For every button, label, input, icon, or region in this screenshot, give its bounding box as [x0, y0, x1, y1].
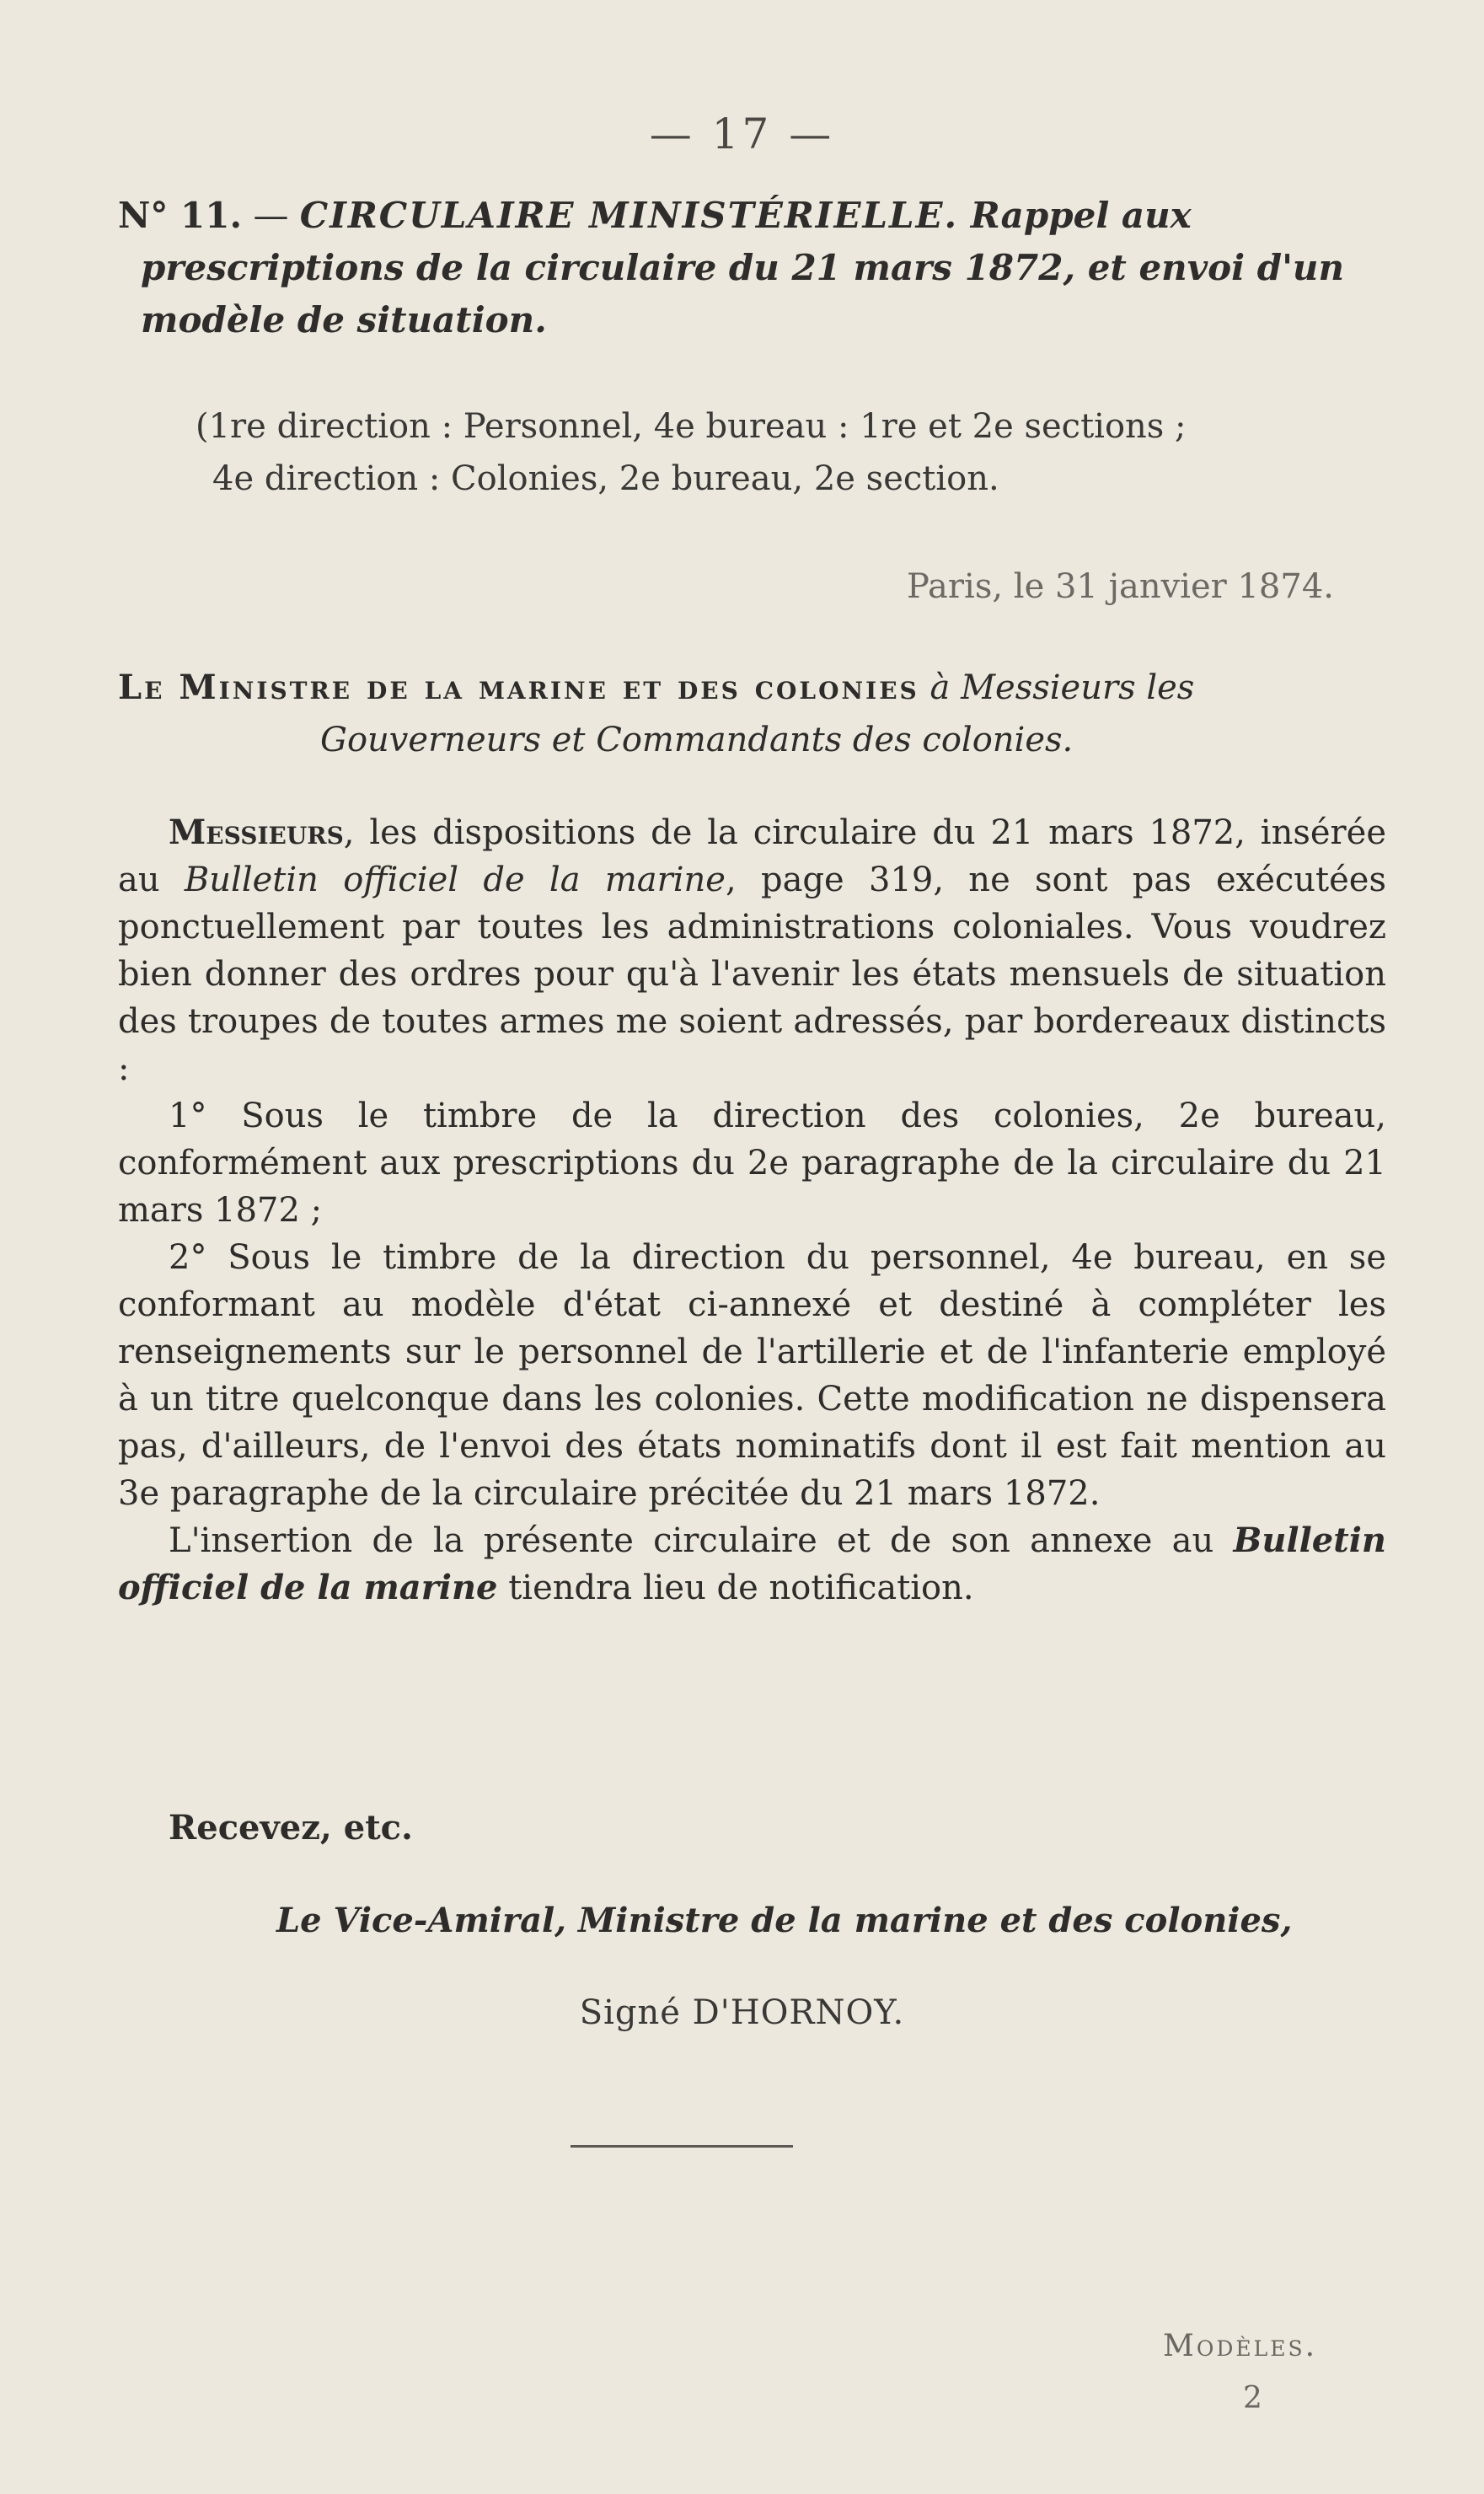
paragraph-2: 1° Sous le timbre de la direction des colonies, 2e bureau, conformément aux prescriptions du 2e paragraphe de la circulaire du 21 mars 1872 ;	[118, 1097, 1386, 1230]
heading-dash: —	[242, 195, 300, 236]
signature-name: Signé D'HORNOY.	[579, 1993, 905, 2032]
address-connector: à	[919, 668, 962, 707]
address-sender: Le Ministre de la marine et des colonies	[118, 668, 919, 707]
heading-line-2: prescriptions de la circulaire du 21 mars 1872, et envoi d'un	[141, 247, 1344, 288]
bulletin-reference-2: Bulletin officiel de la marine	[118, 1521, 1386, 1607]
heading-line-3: modèle de situation.	[141, 299, 547, 341]
salutation: Recevez, etc.	[169, 1808, 413, 1848]
paragraph-4	[118, 1517, 1386, 1612]
directions-line-1: (1re direction : Personnel, 4e bureau : 1re et 2e sections ;	[196, 407, 1187, 446]
signature-title: Le Vice-Amiral, Ministre de la marine et des colonies,	[276, 1901, 1293, 1940]
footer-section-label: Modèles.	[1163, 2329, 1318, 2363]
paragraph-3: 2° Sous le timbre de la direction du personnel, 4e bureau, en se conformant au modèle d'état ci-annexé et destiné à compléter les renseignements sur le personnel de l'artillerie et de l'infanterie employé à un titre quelconque dans les colonies. Cette modification ne dispensera pas, d'ailleurs, de l'envoi des états nominatifs dont il est fait mention au 3e paragraphe de la circulaire précitée du 21 mars 1872.	[118, 1238, 1386, 1513]
closing-rule	[571, 2145, 793, 2148]
paragraph-1-text-b: , page 319, ne sont pas exécutées ponctuellement par toutes les administrations coloniales. Vous voudrez bien donner des ordres pour qu'à l'avenir les états mensuels de situation des troupes de toutes armes me soient adressés, par bordereaux distincts :	[118, 861, 1387, 1088]
circular-number: N° 11.	[118, 195, 243, 236]
circular-heading	[118, 190, 1390, 346]
paragraph-1	[118, 809, 1386, 1092]
paragraph-4-text-a: L'insertion de la présente circulaire et de son annexe au	[169, 1521, 1234, 1560]
page-number: — 17 —	[649, 110, 835, 158]
opening-word: Messieurs	[169, 813, 344, 852]
circular-title: CIRCULAIRE MINISTÉRIELLE.	[299, 195, 959, 236]
place-date: Paris, le 31 janvier 1874.	[906, 567, 1334, 606]
heading-subject-start: Rappel aux	[958, 195, 1192, 236]
address-block	[118, 662, 1386, 766]
paragraph-4-text-b: tiendra lieu de notification.	[497, 1569, 974, 1607]
address-recipients: Gouverneurs et Commandants des colonies.	[320, 721, 1074, 759]
bulletin-reference: Bulletin officiel de la marine	[184, 861, 726, 899]
paragraph-1-text-a: , les dispositions de la circulaire du 21 mars 1872, insérée au	[118, 813, 1386, 899]
address-recipients-start: Messieurs les	[961, 668, 1195, 707]
directions-note	[196, 400, 1375, 505]
address-line-1	[118, 662, 1386, 714]
heading-line-1	[118, 190, 1390, 242]
footer-sheet-number: 2	[1243, 2381, 1262, 2416]
circular-body	[118, 809, 1386, 1612]
directions-line-2: 4e direction : Colonies, 2e bureau, 2e section.	[212, 459, 999, 498]
